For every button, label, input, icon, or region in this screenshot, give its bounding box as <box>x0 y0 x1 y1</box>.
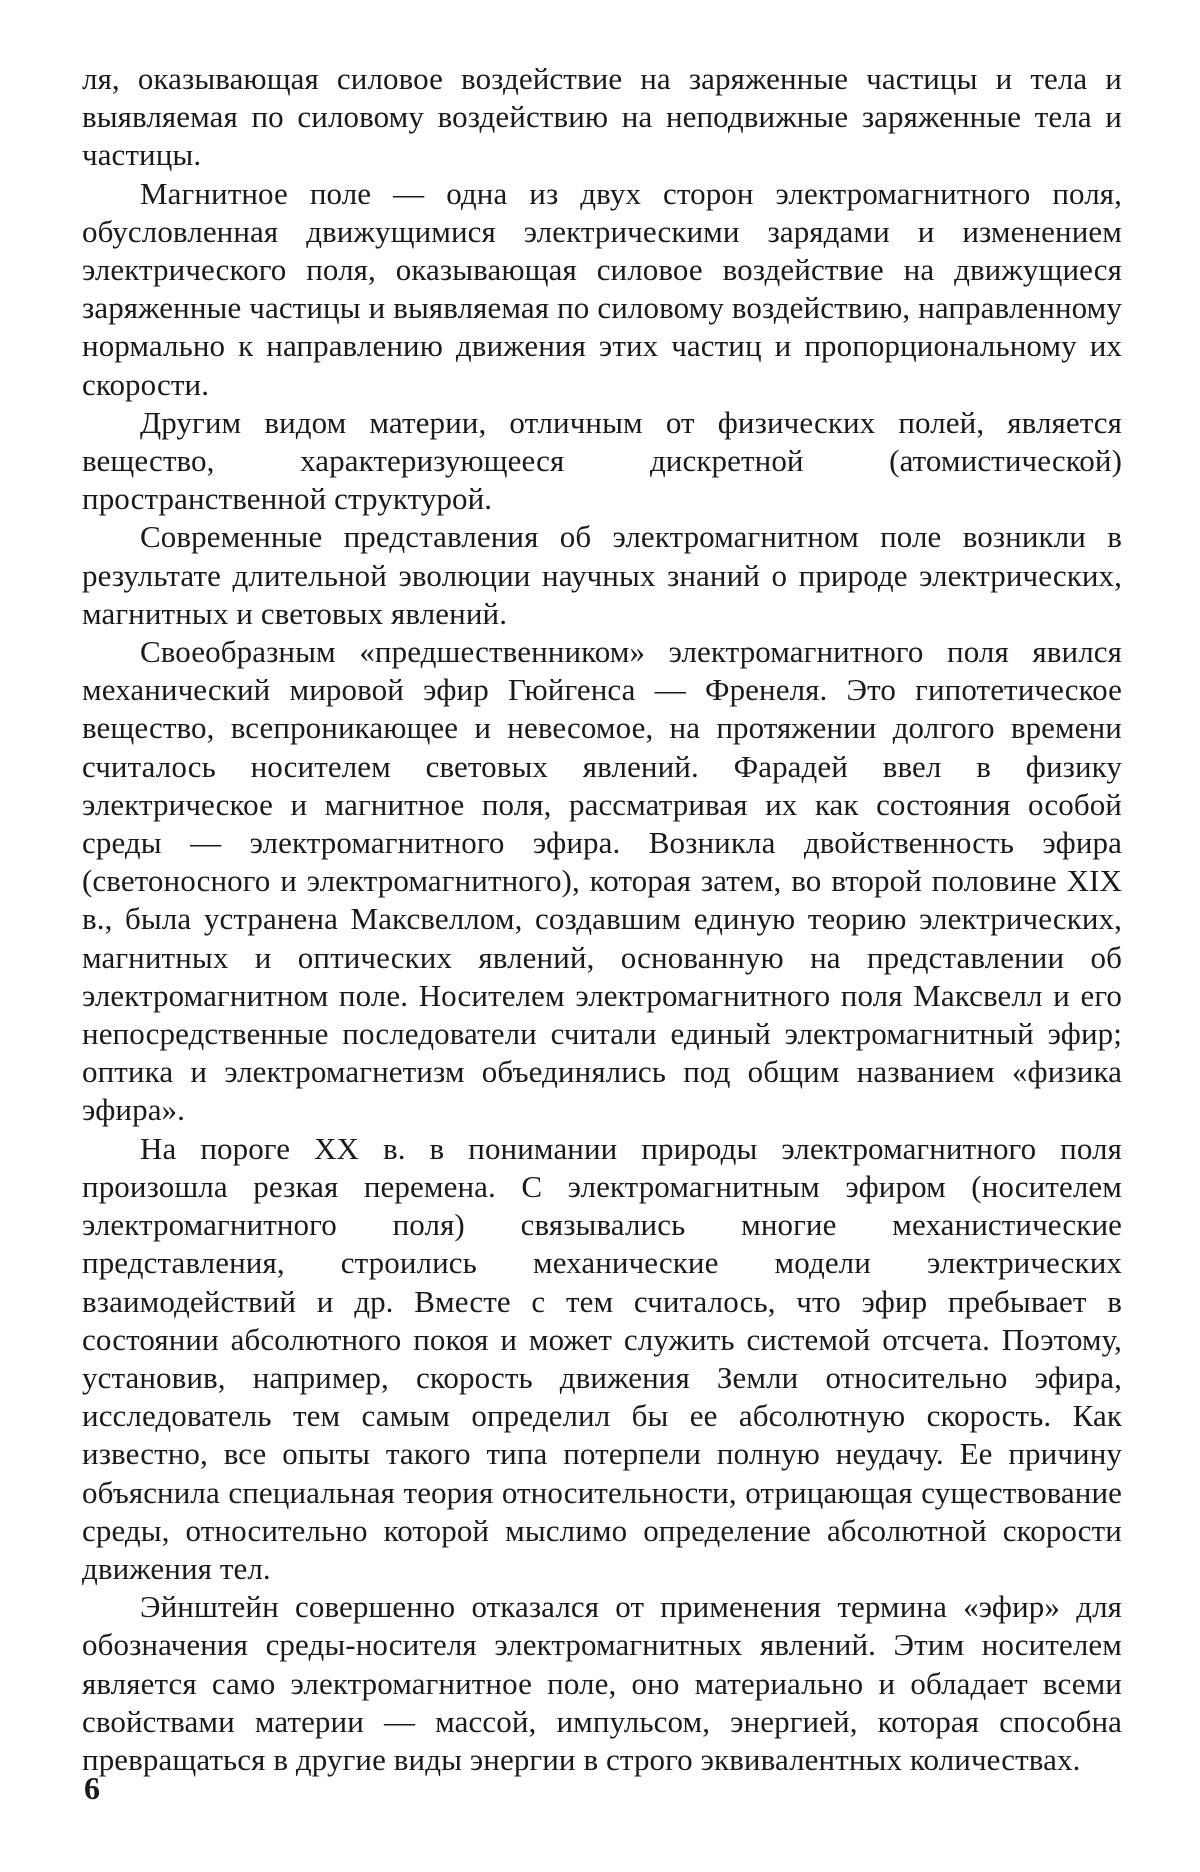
paragraph-twentieth-century: На пороге XX в. в понимании природы электромагнитного поля произошла резкая перемена. С электромагнитным эфиром (носителем электромагнитного поля) связывались многие механистические представления, строились механические модели электрических взаимодействий и др. Вместе с тем считалось, что эфир пребывает в состоянии абсолютного покоя и может служить системой отсчета. Поэтому, установив, например, скорость движения Земли относительно эфира, исследователь тем самым определил бы ее абсолютную скорость. Как известно, все опыты такого типа потерпели полную неудачу. Ее причину объяснила специальная теория относительности, отрицающая существование среды, относительно которой мыслимо определение абсолютной скорости движения тел. <box>82 1130 1122 1586</box>
paragraph-modern-concepts: Современные представления об электромагнитном поле возникли в результате длительной эволюции научных знаний о природе электрических, магнитных и световых явлений. <box>82 519 1122 631</box>
paragraph-einstein: Эйнштейн совершенно отказался от применения термина «эфир» для обозначения среды-носителя электромагнитных явлений. Этим носителем является само электромагнитное поле, оно материально и обладает всеми свойствами материи — массой, импульсом, энергией, которая способна превращаться в другие виды энергии в строго эквивалентных количествах. <box>82 1589 1122 1777</box>
page-text <box>82 60 1122 1779</box>
paragraph-substance: Другим видом материи, отличным от физических полей, является вещество, характеризующееся дискретной (атомистической) пространственной структурой. <box>82 404 1122 517</box>
paragraph-magnetic-field: Магнитное поле — одна из двух сторон электромагнитного поля, обусловленная движущимися электрическими зарядами и изменением электрического поля, оказывающая силовое воздействие на движущиеся заряженные частицы и выявляемая по силовому воздействию, направленному нормально к направлению движения этих частиц и пропорциональному их скорости. <box>82 175 1122 402</box>
paragraph-continuation: ля, оказывающая силовое воздействие на заряженные частицы и тела и выявляемая по силовому воздействию на неподвижные заряженные тела и частицы. <box>82 61 1122 173</box>
paragraph-ether-predecessor: Своеобразным «предшественником» электромагнитного поля явился механический мировой эфир Гюйгенса — Френеля. Это гипотетическое вещество, всепроникающее и невесомое, на протяжении долгого времени считалось носителем световых явлений. Фарадей ввел в физику электрическое и магнитное поля, рассматривая их как состояния особой среды — электромагнитного эфира. Возникла двойственность эфира (светоносного и электромагнитного), которая затем, во второй половине XIX в., была устранена Максвеллом, создавшим единую теорию электрических, магнитных и оптических явлений, основанную на представлении об электромагнитном поле. Носителем электромагнитного поля Максвелл и его непосредственные последователи считали единый электромагнитный эфир; оптика и электромагнетизм объединялись под общим названием «физика эфира». <box>82 634 1122 1128</box>
page-number: 6 <box>84 1770 100 1806</box>
